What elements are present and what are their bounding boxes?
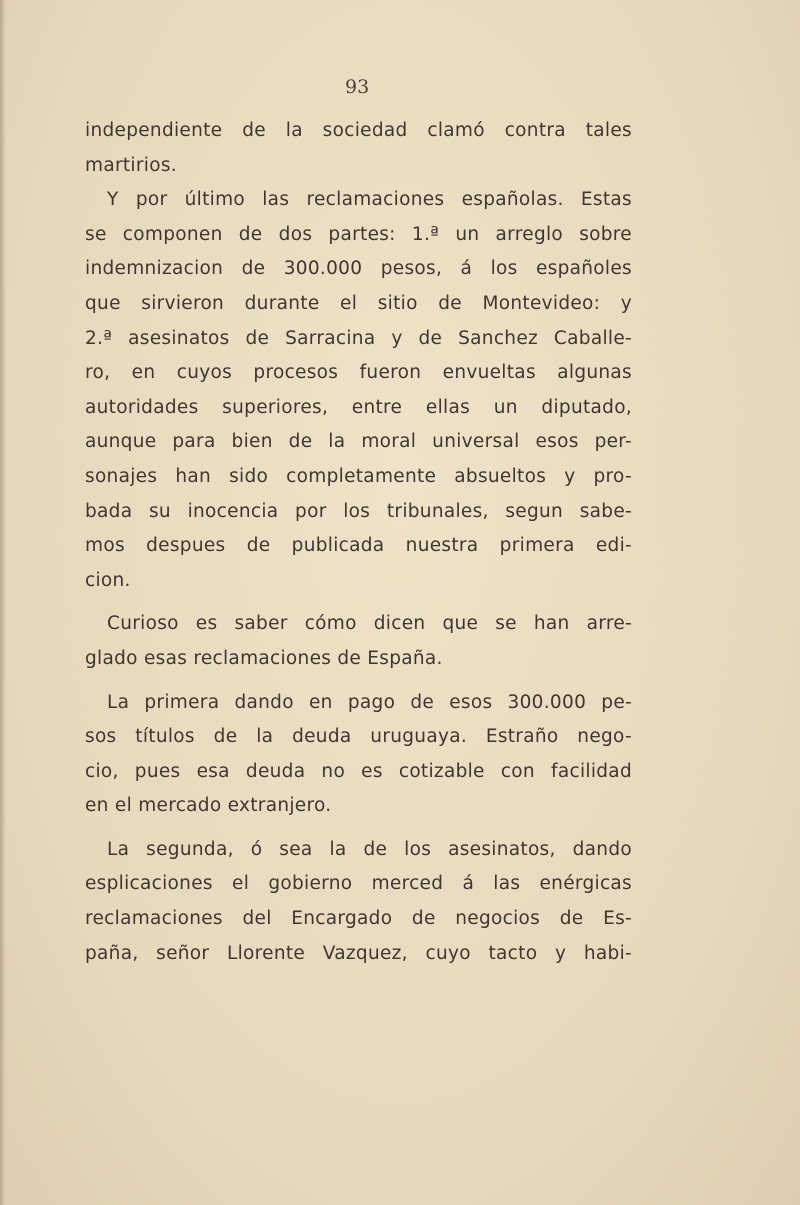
text-line: reclamaciones del Encargado de negocios de Es- [85, 908, 632, 930]
text-line: cion. [85, 569, 131, 591]
text-line: glado esas reclamaciones de España. [85, 647, 443, 669]
text-line: cio, pues esa deuda no es cotizable con facilidad [85, 760, 632, 782]
text-line: sonajes han sido completamente absueltos y pro- [85, 465, 632, 487]
text-line: paña, señor Llorente Vazquez, cuyo tacto y habi- [85, 942, 632, 964]
page-edge [0, 0, 6, 1205]
text-line: sos títulos de la deuda uruguaya. Estraño nego- [85, 726, 632, 748]
text-line: que sirvieron durante el sitio de Montevideo: y [85, 292, 632, 314]
text-line: bada su inocencia por los tribunales, segun sabe- [85, 500, 632, 522]
text-line: aunque para bien de la moral universal esos per- [85, 431, 632, 453]
page-number: 93 [345, 76, 370, 98]
text-line: 2.ª asesinatos de Sarracina y de Sanchez Caballe- [85, 327, 632, 349]
text-line: independiente de la sociedad clamó contra tales [85, 120, 632, 141]
text-line: se componen de dos partes: 1.ª un arreglo sobre [85, 223, 632, 245]
paragraph-start: Curioso es saber cómo dicen que se han arre- [107, 613, 632, 635]
paragraph-start: La primera dando en pago de esos 300.000 pe- [107, 691, 632, 713]
text-line: en el mercado extranjero. [85, 795, 332, 817]
paragraph-start: Y por último las reclamaciones españolas. Estas [107, 189, 632, 211]
text-line: autoridades superiores, entre ellas un diputado, [85, 396, 632, 418]
paragraph-start: La segunda, ó sea la de los asesinatos, dando [107, 838, 632, 860]
text-line: martirios. [85, 154, 177, 176]
body-text [85, 114, 632, 971]
text-line: ro, en cuyos procesos fueron envueltas algunas [85, 362, 632, 384]
text-line: esplicaciones el gobierno merced á las enérgicas [85, 873, 632, 895]
text-line: mos despues de publicada nuestra primera edi- [85, 535, 632, 557]
text-line: indemnizacion de 300.000 pesos, á los españoles [85, 258, 632, 280]
